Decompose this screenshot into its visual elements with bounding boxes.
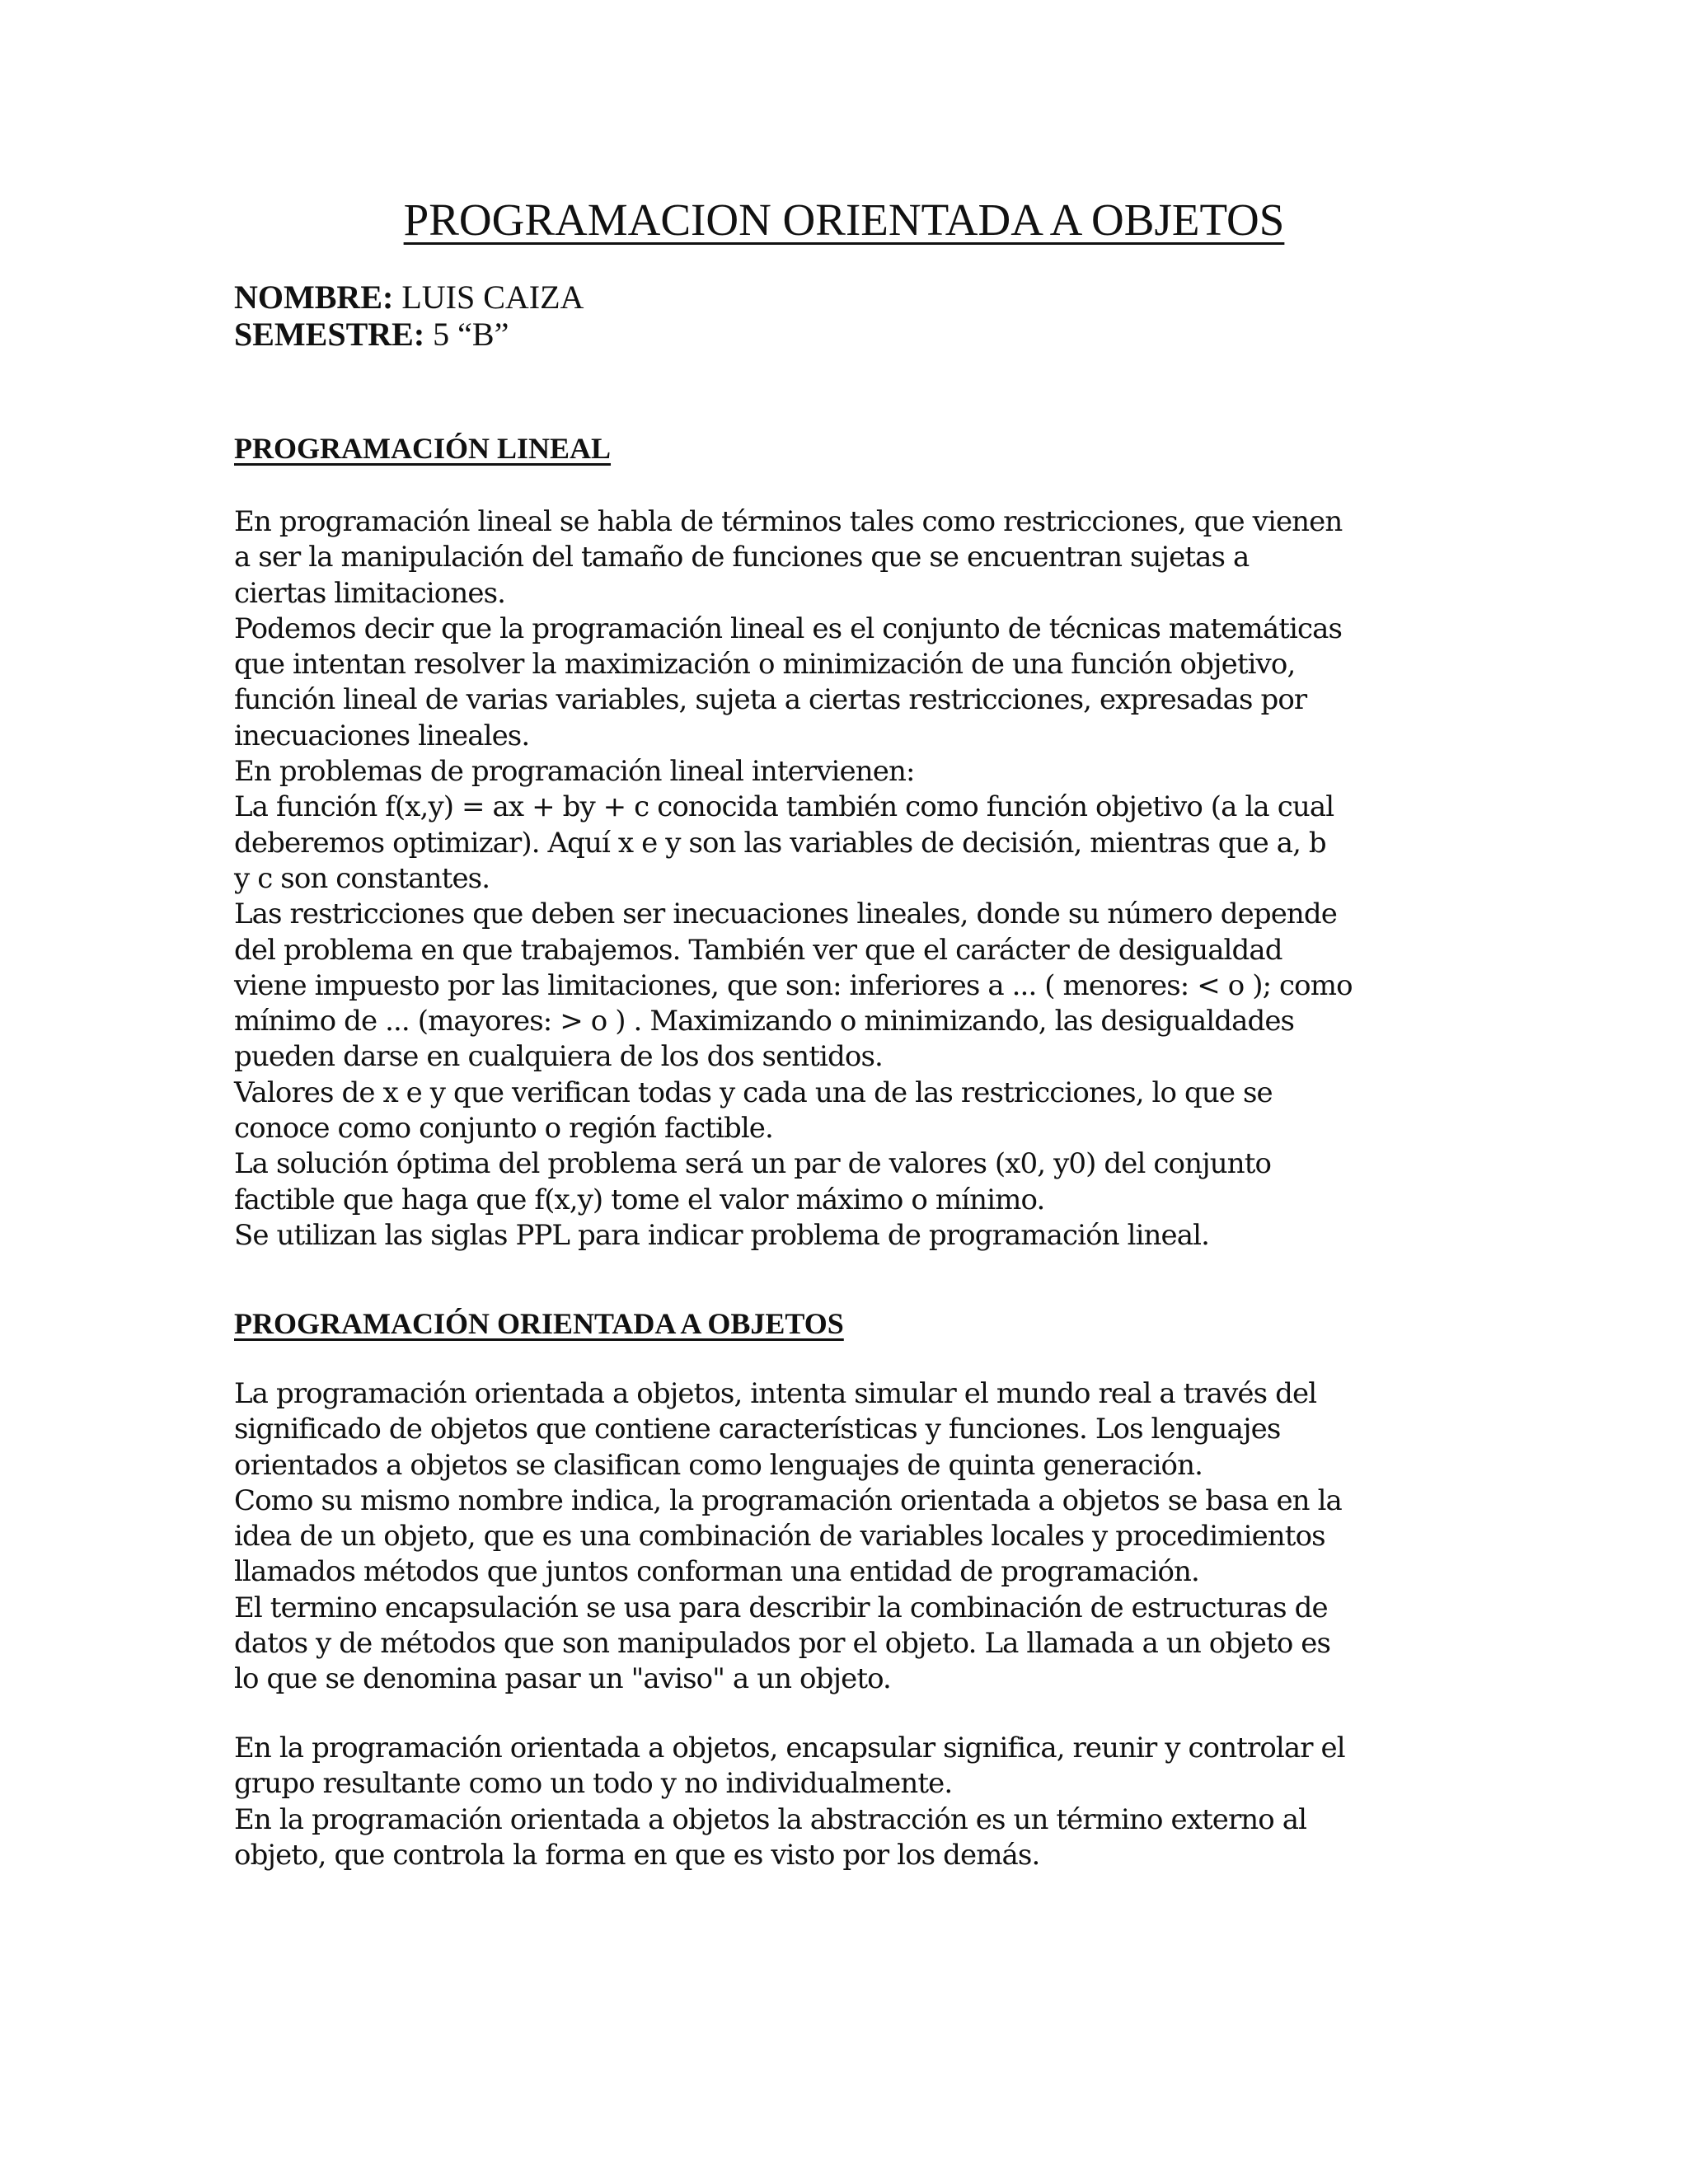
text-line: que intentan resolver la maximización o minimización de una función objetivo, (234, 648, 1296, 682)
text-line: orientados a objetos se clasifican como lenguajes de quinta generación. (234, 1448, 1203, 1482)
text-line: conoce como conjunto o región factible. (234, 1112, 773, 1146)
text-line: Podemos decir que la programación lineal es el conjunto de técnicas matemáticas (234, 612, 1343, 645)
section-heading-poo: PROGRAMACIÓN ORIENTADA A OBJETOS (234, 1307, 844, 1340)
text-line: factible que haga que f(x,y) tome el valor máximo o mínimo. (234, 1183, 1045, 1216)
document-title: PROGRAMACION ORIENTADA A OBJETOS (403, 194, 1285, 245)
text-line: La función f(x,y) = ax + by + c conocida también como función objetivo (a la cual (234, 790, 1334, 824)
name-value: LUIS CAIZA (393, 279, 584, 316)
text-line: pueden darse en cualquiera de los dos sentidos. (234, 1040, 883, 1074)
section-body-programacion-lineal (234, 504, 1454, 1254)
text-line: En problemas de programación lineal intervienen: (234, 755, 915, 789)
text-line: datos y de métodos que son manipulados por el objeto. La llamada a un objeto es (234, 1627, 1331, 1661)
text-line: ciertas limitaciones. (234, 576, 506, 610)
name-label: NOMBRE: (234, 279, 394, 316)
text-line: llamados métodos que juntos conforman una entidad de programación. (234, 1555, 1199, 1589)
text-line: Las restricciones que deben ser inecuaciones lineales, donde su número depende (234, 898, 1337, 931)
section-heading-programacion-lineal: PROGRAMACIÓN LINEAL (234, 432, 612, 465)
text-line: Valores de x e y que verifican todas y cada una de las restricciones, lo que se (234, 1076, 1273, 1109)
student-info (234, 279, 1454, 353)
section-body-poo (234, 1376, 1454, 1698)
text-line: La solución óptima del problema será un par de valores (x0, y0) del conjunto (234, 1147, 1272, 1181)
text-line: a ser la manipulación del tamaño de funciones que se encuentran sujetas a (234, 541, 1250, 574)
text-line: En la programación orientada a objetos, encapsular significa, reunir y controlar el (234, 1732, 1345, 1765)
name-row (234, 279, 1454, 316)
text-line: inecuaciones lineales. (234, 719, 530, 752)
text-line: grupo resultante como un todo y no individualmente. (234, 1767, 953, 1801)
text-line: En programación lineal se habla de términos tales como restricciones, que vienen (234, 505, 1343, 538)
text-line: del problema en que trabajemos. También ver que el carácter de desigualdad (234, 933, 1282, 967)
text-line: deberemos optimizar). Aquí x e y son las variables de decisión, mientras que a, b (234, 826, 1326, 860)
text-line: y c son constantes. (234, 861, 490, 895)
text-line: mínimo de ... (mayores: > o ) . Maximizando o minimizando, las desigualdades (234, 1005, 1295, 1038)
section-body-poo-continued (234, 1731, 1454, 1873)
text-line: viene impuesto por las limitaciones, que son: inferiores a ... ( menores: < o ); como (234, 968, 1353, 1002)
text-line: Se utilizan las siglas PPL para indicar problema de programación lineal. (234, 1218, 1210, 1252)
semester-label: SEMESTRE: (234, 316, 425, 353)
text-line: La programación orientada a objetos, intenta simular el mundo real a través del (234, 1377, 1317, 1410)
text-line: En la programación orientada a objetos la abstracción es un término externo al (234, 1802, 1307, 1836)
text-line: idea de un objeto, que es una combinación de variables locales y procedimientos (234, 1520, 1325, 1554)
text-line: Como su mismo nombre indica, la programación orientada a objetos se basa en la (234, 1483, 1342, 1517)
semester-row (234, 316, 1454, 353)
semester-value: 5 “B” (424, 316, 509, 353)
text-line: función lineal de varias variables, sujeta a ciertas restricciones, expresadas por (234, 683, 1307, 717)
text-line: significado de objetos que contiene características y funciones. Los lenguajes (234, 1413, 1281, 1446)
text-line: objeto, que controla la forma en que es visto por los demás. (234, 1838, 1040, 1872)
text-line: lo que se denomina pasar un "aviso" a un objeto. (234, 1662, 891, 1696)
text-line: El termino encapsulación se usa para describir la combinación de estructuras de (234, 1591, 1328, 1624)
